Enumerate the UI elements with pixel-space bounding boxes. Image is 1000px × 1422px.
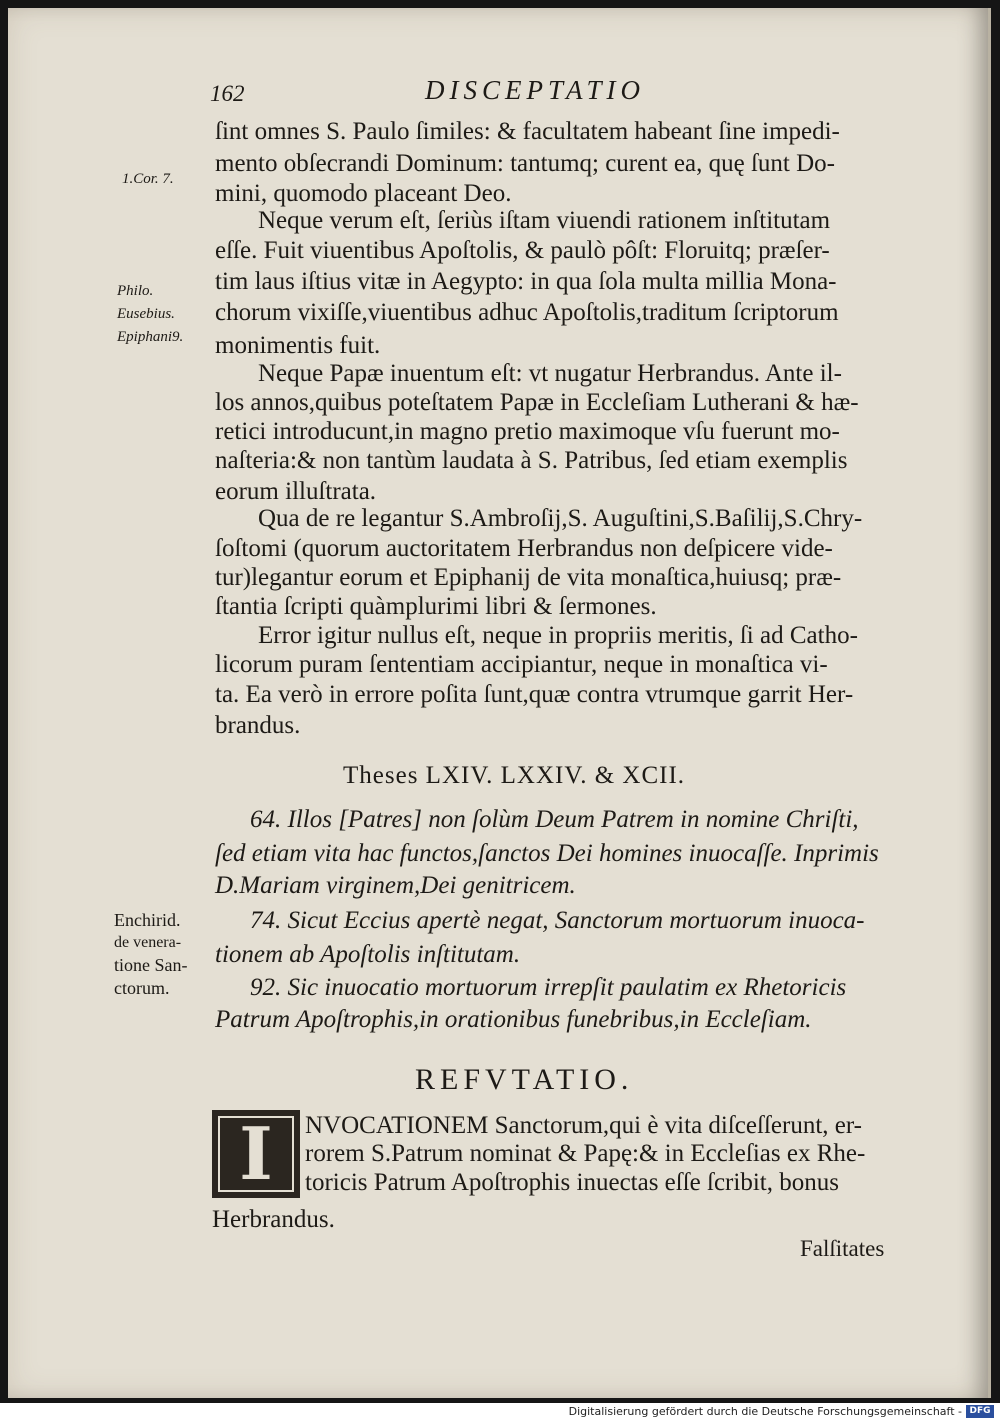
body-line: chorum vixiſſe,viuentibus adhuc Apoſtolis,traditum ſcriptorum xyxy=(215,299,839,326)
body-line: ta. Ea verò in errore poſita ſunt,quæ contra vtrumque garrit Her- xyxy=(215,681,854,708)
body-line: los annos,quibus poteſtatem Papæ in Eccleſiam Lutherani & hæ- xyxy=(215,389,859,416)
refutatio-line: toricis Patrum Apoſtrophis inuectas eſſe ſcribit, bonus xyxy=(305,1169,839,1196)
dfg-logo: DFG xyxy=(966,1405,994,1418)
margin-note-enchirid: Enchirid. xyxy=(114,910,181,930)
body-line: naſteria:& non tantùm laudata à S. Patribus, ſed etiam exemplis xyxy=(215,447,848,474)
footer-credit: Digitalisierung gefördert durch die Deutsche Forschungsgemeinschaft - xyxy=(568,1405,962,1418)
margin-note-epiphanius: Epiphani9. xyxy=(117,329,184,345)
body-line: retici introducunt,in magno pretio maximoque vſu fuerunt mo- xyxy=(215,418,840,445)
refutatio-line: rorem S.Patrum nominat & Papę:& in Eccleſias ex Rhe- xyxy=(305,1140,866,1167)
body-line: mento obſecrandi Dominum: tantumq; curent ea, quę ſunt Do- xyxy=(215,150,835,177)
body-line: Neque Papæ inuentum eſt: vt nugatur Herbrandus. Ante il- xyxy=(258,360,842,387)
margin-note-cor: 1.Cor. 7. xyxy=(122,171,174,187)
body-line: Qua de re legantur S.Ambroſij,S. Auguſtini,S.Baſilij,S.Chry- xyxy=(258,505,863,532)
decorated-initial xyxy=(212,1110,300,1198)
body-line: eorum illuſtrata. xyxy=(215,478,377,505)
body-line: Error igitur nullus eſt, neque in propriis meritis, ſi ad Catho- xyxy=(258,622,858,649)
body-line: licorum puram ſententiam accipiantur, neque in monaſtica vi- xyxy=(215,651,828,678)
initial-letter: I xyxy=(239,1111,273,1196)
margin-note-enchirid: de venera- xyxy=(114,934,182,951)
body-line: tim laus iſtius vitæ in Aegypto: in qua ſola multa millia Mona- xyxy=(215,268,837,295)
thesis-line: ſed etiam vita hac functos,ſanctos Dei homines inuocaſſe. Inprimis xyxy=(215,840,879,867)
body-line: tur)legantur eorum et Epiphanij de vita monaſtica,huiusq; præ- xyxy=(215,564,842,591)
body-line: Neque verum eſt, ſeriùs iſtam viuendi rationem inſtitutam xyxy=(258,207,831,234)
body-line: mini, quomodo placeant Deo. xyxy=(215,180,512,207)
body-line: ſtantia ſcripti quàmplurimi libri & ſermones. xyxy=(215,593,657,620)
body-line: ſint omnes S. Paulo ſimiles: & facultatem habeant ſine impedi- xyxy=(215,118,840,145)
margin-note-enchirid: ctorum. xyxy=(114,978,170,998)
thesis-line: 64. Illos [Patres] non ſolùm Deum Patrem in nomine Chriſti, xyxy=(250,806,859,833)
running-title: DISCEPTATIO xyxy=(425,75,645,105)
catchword: Falſitates xyxy=(800,1236,885,1261)
margin-note-philo: Philo. xyxy=(117,283,154,299)
body-line: ſoſtomi (quorum auctoritatem Herbrandus non deſpicere vide- xyxy=(215,535,833,562)
thesis-line: 74. Sicut Eccius apertè negat, Sanctorum mortuorum inuoca- xyxy=(250,907,865,934)
page-number: 162 xyxy=(210,81,245,106)
refutatio-heading: REFVTATIO. xyxy=(415,1063,634,1096)
theses-heading: Theses LXIV. LXXIV. & XCII. xyxy=(343,762,686,789)
margin-note-eusebius: Eusebius. xyxy=(117,306,175,322)
body-line: eſſe. Fuit viuentibus Apoſtolis, & paulò pôſt: Floruitq; præſer- xyxy=(215,237,830,264)
refutatio-line: Herbrandus. xyxy=(212,1206,335,1233)
body-line: monimentis fuit. xyxy=(215,332,381,359)
thesis-line: Patrum Apoſtrophis,in orationibus funebribus,in Eccleſiam. xyxy=(215,1006,812,1033)
thesis-line: tionem ab Apoſtolis inſtitutam. xyxy=(215,941,521,968)
refutatio-line: NVOCATIONEM Sanctorum,qui è vita diſceſſerunt, er- xyxy=(305,1112,863,1139)
thesis-line: D.Mariam virginem,Dei genitricem. xyxy=(215,872,576,899)
thesis-line: 92. Sic inuocatio mortuorum irrepſit paulatim ex Rhetoricis xyxy=(250,974,847,1001)
margin-note-enchirid: tione San- xyxy=(114,955,188,975)
body-line: brandus. xyxy=(215,712,301,739)
